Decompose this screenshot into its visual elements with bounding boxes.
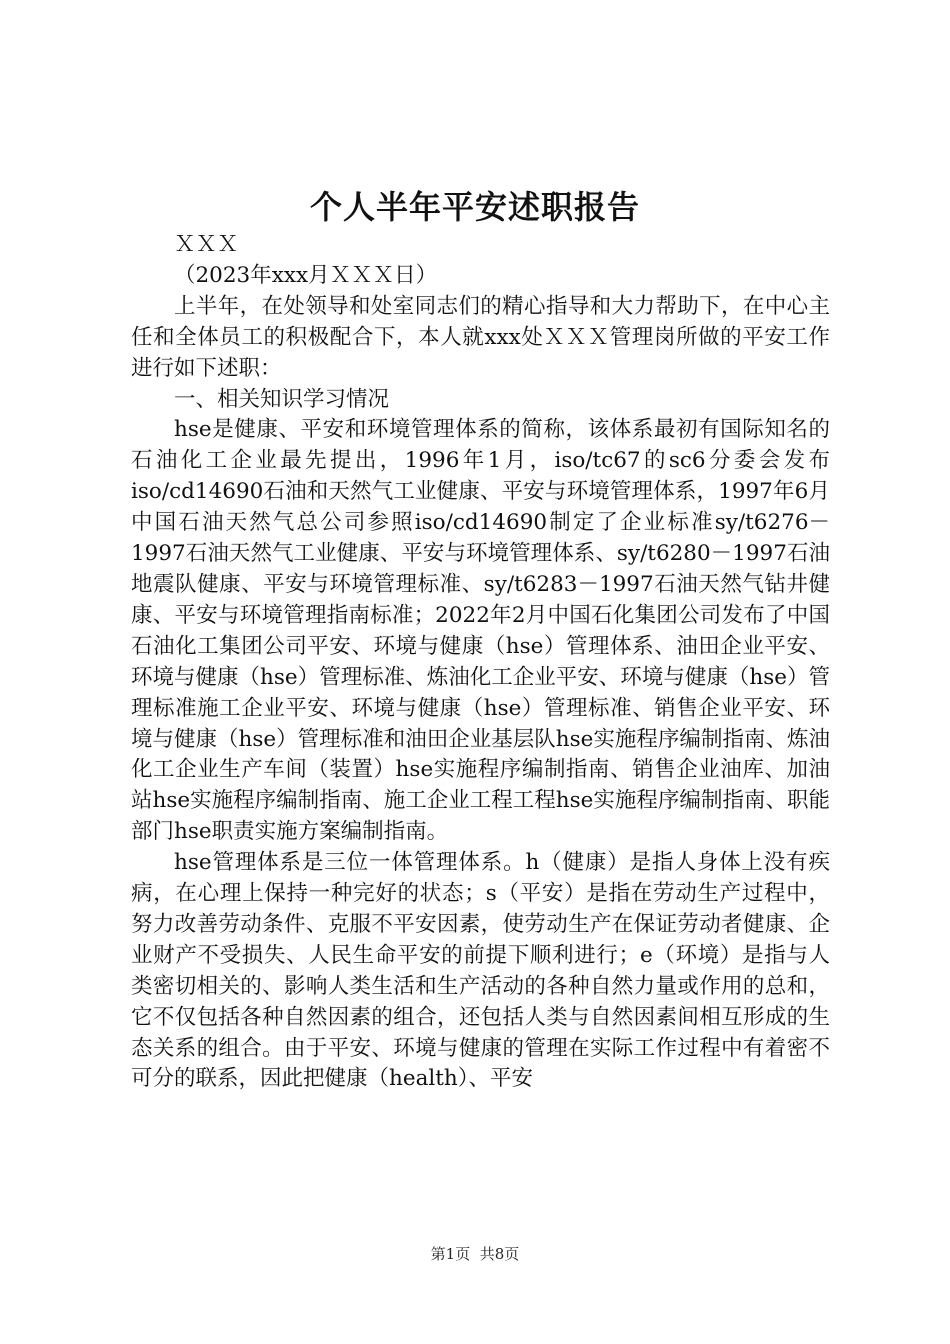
paragraph-hse-definition: hse管理体系是三位一体管理体系。h（健康）是指人身体上没有疾病，在心理上保持一种完好的状态；s（平安）是指在劳动生产过程中，努力改善劳动条件、克服不平安因素，使劳动生产在保证劳动者健康、企业财产不受损失、人民生命平安的前提下顺利进行；e（环境）是指与人类密切相关的、影响人类生活和生产活动的各种自然力量或作用的总和，它不仅包括各种自然因素的组合，还包括人类与自然因素间相互形成的生态关系的组合。由于平安、环境与健康的管理在实际工作过程中有着密不可分的联系，因此把健康（health）、平安	[131, 850, 830, 1092]
paragraph-hse-background: hse是健康、平安和环境管理体系的简称，该体系最初有国际知名的石油化工企业最先提出，1996年1月，iso/tc67的sc6分委会发布iso/cd14690石油和天然气工业健康、平安与环境管理体系，1997年6月中国石油天然气总公司参照iso/cd14690制定了企业标准sy/t6276－1997石油天然气工业健康、平安与环境管理体系、sy/t6280－1997石油地震队健康、平安与环境管理标准、sy/t6283－1997石油天然气钻井健康、平安与环境管理指南标准；2022年2月中国石化集团公司发布了中国石油化工集团公司平安、环境与健康（hse）管理体系、油田企业平安、环境与健康（hse）管理标准、炼油化工企业平安、环境与健康（hse）管理标准施工企业平安、环境与健康（hse）管理标准、销售企业平安、环境与健康（hse）管理标准和油田企业基层队hse实施程序编制指南、炼油化工企业生产车间（装置）hse实施程序编制指南、销售企业油库、加油站hse实施程序编制指南、施工企业工程工程hse实施程序编制指南、职能部门hse职责实施方案编制指南。	[131, 417, 830, 845]
date-line: （2023年xxx月ＸＸＸ日）	[174, 262, 438, 288]
footer-spacer	[470, 1245, 480, 1263]
section-heading-1: 一、相关知识学习情况	[174, 386, 390, 412]
paragraph-intro: 上半年，在处领导和处室同志们的精心指导和大力帮助下，在中心主任和全体员工的积极配合下，本人就xxx处ＸＸＸ管理岗所做的平安工作进行如下述职：	[131, 293, 830, 381]
document-body	[131, 230, 830, 1095]
page-number: 第1页	[430, 1245, 471, 1263]
document-title: 个人半年平安述职报告	[309, 188, 640, 226]
author-line: ＸＸＸ	[174, 232, 239, 257]
page-footer	[0, 1244, 950, 1264]
page-total: 共8页	[479, 1245, 520, 1263]
